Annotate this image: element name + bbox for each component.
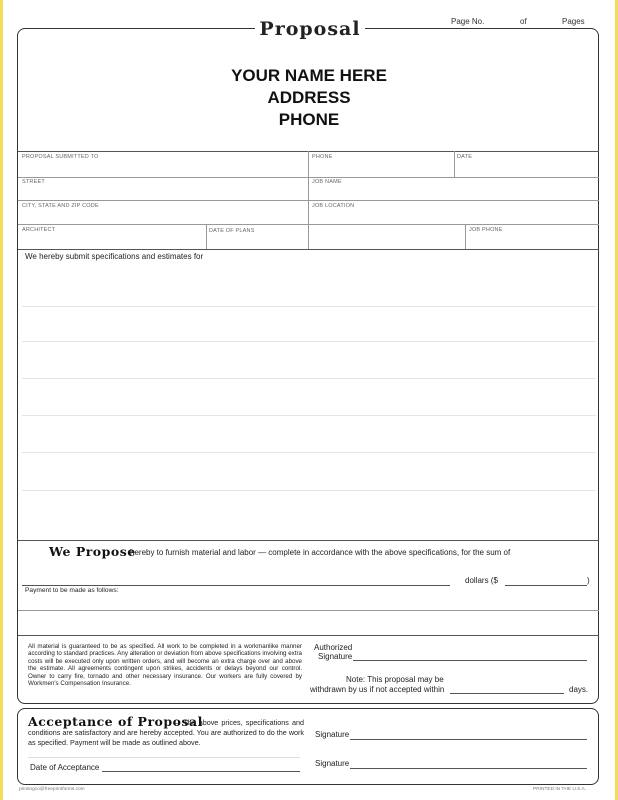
footer-left: printingco@freeprintforms.com	[19, 787, 85, 792]
acceptance-text: — The above prices, specifications and conditions are satisfactory and are hereby accepted. You are authorized to do the work as specified. Payment will be made as outlined above.	[28, 718, 304, 747]
date-of-acceptance-line	[102, 771, 300, 772]
street-label: STREET	[22, 179, 45, 185]
we-propose-heading: We Propose	[49, 544, 136, 559]
ruled-line	[22, 306, 596, 307]
dollars-close: )	[587, 576, 590, 585]
footer-right: PRINTED IN THE U.S.A.	[533, 787, 587, 792]
acceptance-signature-line-2	[350, 768, 587, 769]
payment-label: Payment to be made as follows:	[25, 587, 119, 594]
date-label: DATE	[457, 154, 473, 160]
faint-line	[28, 757, 300, 758]
date-of-plans-label: DATE OF PLANS	[209, 228, 255, 234]
acceptance-signature-line-1	[350, 739, 587, 740]
submitted-to-label: PROPOSAL SUBMITTED TO	[22, 154, 99, 160]
grid-line	[18, 249, 599, 250]
note-line2: withdrawn by us if not accepted within	[310, 685, 445, 694]
terms-text: All material is guaranteed to be as specified. All work to be completed in a workmanlike manner according to standard practices. Any alteration or deviation from above specifications involving extra costs will be executed only upon written orders, and will become an extra charge over and above the estimate. All agreements contingent upon strikes, accidents or delays beyond our control. Owner to carry fire, tornado and other necessary insurance. Our workers are fully covered by Workmen's Compensation Insurance.	[28, 643, 302, 688]
dollars-label: dollars ($	[465, 576, 498, 585]
section-divider	[18, 635, 599, 636]
phone-label: PHONE	[312, 154, 333, 160]
contractor-address: ADDRESS	[267, 88, 351, 107]
job-name-label: JOB NAME	[312, 179, 342, 185]
we-propose-text: hereby to furnish material and labor — complete in accordance with the above specifications, for the sum of	[130, 548, 511, 557]
signature-label: Signature	[318, 652, 353, 661]
form-title: Proposal	[255, 18, 365, 40]
days-label: days.	[569, 685, 589, 694]
of-label: of	[520, 17, 527, 26]
contractor-name: YOUR NAME HERE	[231, 66, 387, 85]
section-divider	[18, 540, 599, 541]
grid-divider	[206, 224, 207, 249]
acceptance-heading: Acceptance of Proposal	[28, 714, 203, 729]
acceptance-signature-label-2: Signature	[315, 759, 350, 768]
grid-divider	[465, 224, 466, 249]
page-no-label: Page No.	[451, 17, 485, 26]
ruled-line	[22, 378, 596, 379]
days-line	[450, 693, 564, 694]
job-phone-label: JOB PHONE	[469, 227, 503, 233]
note-line1: Note: This proposal may be	[346, 675, 444, 684]
date-of-acceptance-label: Date of Acceptance	[30, 763, 100, 772]
city-state-zip-label: CITY, STATE AND ZIP CODE	[22, 203, 99, 209]
dollars-amount-line	[505, 585, 587, 586]
amount-words-line	[22, 585, 450, 586]
payment-line	[18, 610, 599, 611]
architect-label: ARCHITECT	[22, 227, 56, 233]
ruled-line	[22, 415, 596, 416]
authorized-label: Authorized	[314, 643, 353, 652]
contractor-phone: PHONE	[278, 110, 340, 129]
ruled-line	[22, 490, 596, 491]
grid-divider	[308, 151, 309, 249]
ruled-line	[22, 341, 596, 342]
grid-divider	[454, 151, 455, 177]
authorized-signature-line	[353, 660, 587, 661]
acceptance-signature-label-1: Signature	[315, 730, 350, 739]
ruled-line	[22, 452, 596, 453]
pages-label: Pages	[562, 17, 585, 26]
job-location-label: JOB LOCATION	[312, 203, 355, 209]
specs-intro: We hereby submit specifications and estimates for	[25, 252, 204, 261]
